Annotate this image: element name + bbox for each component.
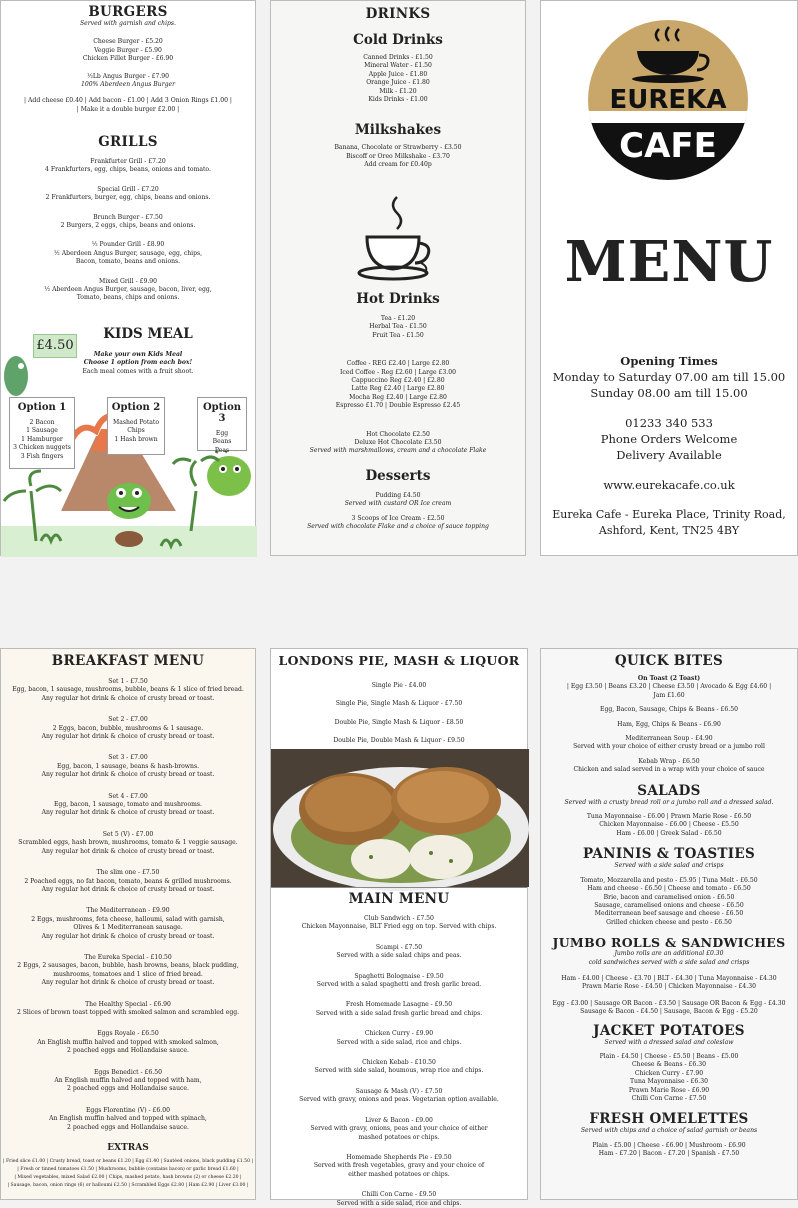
salads-title: SALADS <box>637 782 701 799</box>
set-desc: Any regular hot drink & choice of crusty bread or toast. <box>41 733 215 741</box>
set-desc: Any regular hot drink & choice of crusty bread or toast. <box>41 809 215 817</box>
hot-drinks-title: Hot Drinks <box>356 291 440 307</box>
burgers-title: BURGERS <box>88 4 168 20</box>
set-name: Set 3 - £7.00 <box>108 754 148 762</box>
grill-desc: Tomato, beans, chips and onions. <box>76 294 180 302</box>
set-desc: mushrooms, tomatoes and 1 slice of fried bread. <box>53 970 203 978</box>
shake-item: Add cream for £0.40p <box>364 161 432 169</box>
main-item-name: Spaghetti Bolognaise - £9.50 <box>354 972 444 980</box>
set-desc: 2 Poached eggs, no fat bacon, tomato, beans & grilled mushrooms. <box>24 877 232 885</box>
set-name: Set 5 (V) - £7.00 <box>102 830 154 838</box>
grill-desc: 2 Frankfurters, burger, egg, chips, beans and onions. <box>45 194 211 202</box>
burger-item: Cheese Burger - £5.20 <box>93 38 163 46</box>
breakfast-set <box>1 1107 255 1132</box>
omelette-item: Plain - £5.00 | Cheese - £6.90 | Mushroom - £6.90 <box>592 1141 746 1149</box>
kids-option-item: 1 Sausage <box>26 427 58 435</box>
set-name: The Healthy Special - £6.90 <box>85 1000 171 1008</box>
drinks-panel <box>270 0 526 556</box>
opening-hours: Monday to Saturday 07.00 am till 15.00 <box>552 370 786 384</box>
set-name: Set 2 - £7.00 <box>108 716 148 724</box>
logo-text-eureka: EUREKA <box>609 85 727 115</box>
soup-item: Mediterranean Soup - £4.90 <box>625 735 713 743</box>
tea-item: Tea - £1.20 <box>380 315 416 322</box>
dessert-item: Pudding £4.50 <box>375 491 421 499</box>
kids-option-item: 1 Hamburger <box>21 435 63 443</box>
set-desc: Any regular hot drink & choice of crusty bread or toast. <box>41 847 215 855</box>
main-menu-title: MAIN MENU <box>348 891 450 907</box>
kids-option-box <box>107 397 165 455</box>
extras-line: | Fried slice £1.00 | Crusty bread, toast or beans £1.20 | Egg £1.40 | Sautéed onions, black pudding £1.50 | <box>2 1159 254 1165</box>
coffee-cup-icon <box>359 193 439 283</box>
grill-name: Frankfurter Grill - £7.20 <box>90 158 166 165</box>
soup-note: Served with your choice of either crusty bread or a jumbo roll <box>573 743 765 751</box>
kids-option-title: Option 2 <box>111 402 161 413</box>
breakfast-set <box>1 1069 255 1094</box>
jacket-item: Chilli Con Carne - £7.50 <box>631 1095 707 1102</box>
extras-line: | Mixed vegetables, mixed Salad £2.00 | Chips, mashed potato, hash browns (2) or cheese £2.20 | <box>14 1175 242 1181</box>
kids-line: Each meal comes with a fruit shoot. <box>82 367 194 375</box>
kids-option-item: 1 Hash brown <box>114 435 158 443</box>
burger-item: Veggie Burger - £5.90 <box>94 46 162 54</box>
main-item-name: Homemade Shepherds Pie - £9.50 <box>346 1153 452 1161</box>
salad-item: Chicken Mayonnaise - £6.00 | Cheese - £5.50 <box>599 821 739 829</box>
quick-item: Ham, Egg, Chips & Beans - £6.90 <box>617 720 721 728</box>
breakfast-set <box>1 793 255 818</box>
jacket-note: Served with a dressed salad and coleslaw <box>604 1038 734 1046</box>
on-toast-items: Jam £1.60 <box>653 691 685 699</box>
cover-panel <box>540 0 798 556</box>
main-item-desc: Served with a side salad chips and peas. <box>336 952 462 960</box>
panini-item: Sausage, caramelised onions and cheese - £6.50 <box>594 901 744 909</box>
main-item-desc: Served with fresh vegetables, gravy and your choice of <box>313 1162 485 1170</box>
drink-item: Apple Juice - £1.80 <box>368 70 428 78</box>
jumbo-rolls-title: JUMBO ROLLS & SANDWICHES <box>552 935 786 951</box>
set-desc: Egg, bacon, 1 sausage, mushrooms, bubble, beans & 1 slice of fried bread. <box>12 686 244 694</box>
pie-item: Single Pie - £4.00 <box>371 682 427 689</box>
kids-option-item: Peas <box>214 446 230 454</box>
main-item-desc: Served with a salad spaghetti and fresh garlic bread. <box>316 981 482 989</box>
jumbo-note: Jumbo rolls are an additional £0.30 <box>614 950 724 958</box>
jacket-item: Chicken Curry - £7.90 <box>634 1069 704 1077</box>
salad-item: Ham - £6.00 | Greek Salad - £6.50 <box>616 829 722 837</box>
set-desc: 2 poached eggs and Hollandaise sauce. <box>67 1047 189 1055</box>
salads-note: Served with a crusty bread roll or a jumbo roll and a dressed salad. <box>564 798 774 806</box>
kids-option-item: 3 Chicken nuggets <box>13 444 71 452</box>
drinks-title: DRINKS <box>365 6 431 22</box>
logo-text-cafe: CAFE <box>619 126 717 166</box>
set-desc: Scrambled eggs, hash brown, mushrooms, tomato & 1 veggie sausage. <box>18 839 238 847</box>
website-link[interactable]: www.eurekacafe.co.uk <box>603 478 735 492</box>
jumbo-item: Egg - £3.00 | Sausage OR Bacon - £3.50 | Sausage OR Bacon & Egg - £4.30 <box>552 999 786 1007</box>
kebab-note: Chicken and salad served in a wrap with your choice of sauce <box>573 766 765 774</box>
burger-addons: | Add cheese £0.40 | Add bacon - £1.00 | Add 3 Onion Rings £1.00 | <box>24 97 232 105</box>
grill-name: Brunch Burger - £7.50 <box>93 213 163 221</box>
set-name: Eggs Florentine (V) - £6.00 <box>85 1106 170 1114</box>
pie-item: Single Pie, Single Mash & Liquor - £7.50 <box>335 700 463 708</box>
main-item-desc: Served with side salad, houmous, wrap rice and chips. <box>314 1067 484 1075</box>
jacket-item: Tuna Mayonnaise - £6.30 <box>629 1078 708 1086</box>
jumbo-item: Ham - £4.00 | Cheese - £3.70 | BLT - £4.30 | Tuna Mayonnaise - £4.30 <box>561 974 777 982</box>
on-toast-items: | Egg £3.50 | Beans £3.20 | Cheese £3.50 | Avocado & Egg £4.60 | <box>566 683 772 691</box>
shake-item: Biscoff or Oreo Milkshake - £3.70 <box>346 152 450 160</box>
paninis-note: Served with a side salad and crisps <box>614 862 724 870</box>
set-desc: 2 Slices of brown toast topped with smoked salmon and scrambled egg. <box>16 1008 240 1016</box>
main-item-desc: mashed potatoes or chips. <box>358 1133 440 1141</box>
cold-drinks-title: Cold Drinks <box>353 32 443 48</box>
hot-chocolate-note: Served with marshmallows, cream and a chocolate Flake <box>309 447 487 455</box>
coffee-item: Coffee - REG £2.40 | Large £2.80 <box>346 360 450 368</box>
on-toast-title: On Toast (2 Toast) <box>637 675 701 682</box>
kids-line: Choose 1 option from each box! <box>83 359 193 367</box>
dessert-note: Served with custard OR Ice cream <box>344 500 452 508</box>
kids-option-box <box>9 397 75 469</box>
kids-line: Make your own Kids Meal <box>93 351 183 358</box>
grills-title: GRILLS <box>98 134 158 150</box>
angus-note: 100% Aberdeen Angus Burger <box>80 81 176 89</box>
grill-desc: Bacon, tomato, beans and onions. <box>75 258 181 266</box>
extras-line: | Fresh or tinned tomatoes £1.50 | Mushrooms, bubble (contains bacon) or garlic bread £1.60 | <box>17 1167 239 1173</box>
coffee-item: Mocha Reg £2.40 | Large £2.80 <box>349 393 447 401</box>
coffee-item: Iced Coffee - Reg £2.60 | Large £3.00 <box>340 368 456 376</box>
kids-option-title: Option 3 <box>202 402 242 424</box>
dessert-note: Served with chocolate Flake and a choice of sauce topping <box>307 523 489 531</box>
set-name: Eggs Royale - £6.50 <box>97 1030 159 1038</box>
burgers-panel <box>0 0 256 556</box>
pie-mash-photo <box>271 749 529 887</box>
breakfast-set <box>1 954 255 988</box>
drink-item: Mineral Water - £1.50 <box>364 62 432 70</box>
kids-option-item: 3 Fish fingers <box>20 452 64 460</box>
breakfast-set <box>1 754 255 779</box>
set-desc: Olives & 1 Mediterranean sausage. <box>73 924 183 932</box>
kids-option-title: Option 1 <box>17 402 67 413</box>
grill-desc: ½ Aberdeen Angus Burger, sausage, bacon, liver, egg, <box>44 286 212 294</box>
kids-title: KIDS MEAL <box>103 326 193 342</box>
kids-option-box <box>197 397 247 454</box>
opening-hours: Sunday 08.00 am till 15.00 <box>590 386 748 400</box>
main-item-desc: Served with a side salad, rice and chips. <box>336 1038 462 1046</box>
jacket-item: Prawn Marie Rose - £6.90 <box>628 1086 710 1094</box>
grill-desc: ½ Aberdeen Angus Burger, sausage, egg, chips, <box>53 249 203 257</box>
panini-item: Brie, bacon and caramelised onion - £6.50 <box>603 893 735 901</box>
set-desc: An English muffin halved and topped with ham, <box>54 1077 202 1084</box>
set-desc: Any regular hot drink & choice of crusty bread or toast. <box>41 979 215 987</box>
set-name: Eggs Benedict - £6.50 <box>93 1068 163 1076</box>
set-name: Set 4 - £7.00 <box>108 792 148 800</box>
set-desc: 2 poached eggs and Hollandaise sauce. <box>67 1085 189 1093</box>
quick-bites-panel <box>540 648 798 1200</box>
burger-item: Chicken Fillet Burger - £6.90 <box>82 55 174 63</box>
kids-option-item: Chips <box>127 427 145 435</box>
paninis-title: PANINIS & TOASTIES <box>582 846 756 863</box>
kids-option-item: Egg <box>215 430 229 437</box>
omelette-item: Ham - £7.20 | Bacon - £7.20 | Spanish - £7.50 <box>598 1150 740 1158</box>
grill-desc: 4 Frankfurters, egg, chips, beans, onions and tomato. <box>45 166 211 174</box>
tea-item: Herbal Tea - £1.50 <box>369 323 427 331</box>
drink-item: Milk - £1.20 <box>379 87 417 95</box>
panini-item: Mediterranean beef sausage and cheese - £6.50 <box>594 910 744 918</box>
jumbo-note: cold sandwiches served with a side salad and crisps <box>588 958 750 966</box>
tea-item: Fruit Tea - £1.50 <box>372 331 424 339</box>
shake-item: Banana, Chocolate or Strawberry - £3.50 <box>334 144 462 152</box>
opening-times-title: Opening Times <box>620 354 718 368</box>
drink-item: Kids Drinks - £1.00 <box>368 96 428 104</box>
dessert-item: 3 Scoops of Ice Cream - £2.50 <box>351 514 445 522</box>
hot-chocolate: Deluxe Hot Chocolate £3.50 <box>354 439 442 447</box>
coffee-item: Latte Reg £2.40 | Large £2.80 <box>351 385 445 393</box>
breakfast-set <box>1 1030 255 1055</box>
grill-name: ½ Pounder Grill - £8.90 <box>91 241 165 249</box>
address: Ashford, Kent, TN25 4BY <box>598 524 740 537</box>
set-desc: An English muffin halved and topped with smoked salmon, <box>37 1038 219 1046</box>
jumbo-item: Prawn Marie Rose - £4.50 | Chicken Mayonnaise - £4.30 <box>582 983 756 991</box>
set-desc: Any regular hot drink & choice of crusty bread or toast. <box>41 932 215 940</box>
drink-item: Orange Juice - £1.80 <box>366 79 430 87</box>
drink-item: Canned Drinks - £1.50 <box>363 54 433 61</box>
jumbo-item: Sausage & Bacon - £4.50 | Sausage, Bacon & Egg - £5.20 <box>580 1008 758 1016</box>
burgers-subtitle: Served with garnish and chips. <box>79 20 176 27</box>
main-item-desc: Served with gravy, onions, peas and your choice of either <box>310 1125 488 1133</box>
main-item-name: Chilli Con Carne - £9.50 <box>361 1191 437 1199</box>
set-name: Set 1 - £7.50 <box>108 678 148 685</box>
breakfast-panel <box>0 648 256 1200</box>
phone-number: 01233 340 533 <box>625 416 713 430</box>
set-desc: 2 Eggs, mushrooms, feta cheese, halloumi, salad with garnish, <box>31 915 225 923</box>
coffee-item: Cappuccino Reg £2.40 | £2.80 <box>351 377 445 385</box>
menu-title: MENU <box>564 229 774 295</box>
phone-orders: Phone Orders Welcome <box>600 432 738 446</box>
pie-item: Double Pie, Single Mash & Liquor - £8.50 <box>334 718 464 726</box>
burger-addons: | Make it a double burger £2.00 | <box>76 105 180 113</box>
coffee-item: Espresso £1.70 | Double Espresso £2.45 <box>335 402 461 410</box>
breakfast-set <box>1 678 255 703</box>
set-name: The Eureka Special - £10.50 <box>84 953 172 961</box>
kids-price-badge: £4.50 <box>33 334 77 358</box>
kebab-item: Kebab Wrap - £6.50 <box>638 757 700 765</box>
set-desc: An English muffin halved and topped with spinach, <box>49 1115 207 1123</box>
omelettes-note: Served with chips and a choice of salad garnish or beans <box>580 1127 758 1135</box>
grill-name: Mixed Grill - £9.90 <box>98 277 158 285</box>
milkshakes-title: Milkshakes <box>354 122 442 139</box>
set-desc: 2 Eggs, 2 sausages, bacon, bubble, hash browns, beans, black pudding, <box>17 962 239 970</box>
eureka-cafe-logo <box>587 19 749 181</box>
extras-title: EXTRAS <box>107 1143 149 1154</box>
quick-bites-title: QUICK BITES <box>614 653 724 669</box>
set-desc: Any regular hot drink & choice of crusty bread or toast. <box>41 694 215 702</box>
breakfast-title: BREAKFAST MENU <box>51 653 205 669</box>
grill-desc: 2 Burgers, 2 eggs, chips, beans and onions. <box>60 222 196 230</box>
hot-chocolate: Hot Chocolate £2.50 <box>366 430 430 438</box>
jacket-item: Cheese & Beans - £6.30 <box>632 1061 706 1069</box>
breakfast-set <box>1 869 255 894</box>
main-item-name: Club Sandwich - £7.50 <box>364 915 434 922</box>
panini-item: Ham and cheese - £6.50 | Cheese and tomato - £6.50 <box>587 885 751 893</box>
kids-option-item: 2 Bacon <box>29 419 55 426</box>
main-item-name: Liver & Bacon - £9.00 <box>365 1116 433 1124</box>
kids-option-item: Beans <box>212 438 232 446</box>
main-item-desc: either mashed potatoes or chips. <box>348 1170 450 1178</box>
set-desc: Egg, bacon, 1 sausage, tomato and mushrooms. <box>53 801 202 809</box>
set-name: The Mediterranean - £9.90 <box>86 907 170 915</box>
jacket-item: Plain - £4.50 | Cheese - £5.50 | Beans - £5.00 <box>599 1052 739 1060</box>
main-item-desc: Served with a side salad, rice and chips. <box>336 1199 462 1207</box>
main-item-name: Fresh Homemade Lasagne - £9.50 <box>345 1001 453 1009</box>
main-item-name: Scampi - £7.50 <box>375 943 423 951</box>
extras-line: | Sausage, bacon, onion rings (6) or halloumi £2.50 | Scrambled Eggs £2.80 | Ham £2.90 | Liver £3.00 | <box>7 1183 249 1189</box>
main-item-name: Chicken Kebab - £10.50 <box>362 1059 436 1067</box>
main-item-name: Chicken Curry - £9.90 <box>364 1030 434 1038</box>
omelettes-title: FRESH OMELETTES <box>589 1111 749 1128</box>
main-item-name: Sausage & Mash (V) - £7.50 <box>355 1087 443 1095</box>
quick-item: Egg, Bacon, Sausage, Chips & Beans - £6.50 <box>600 706 738 714</box>
set-name: The slim one - £7.50 <box>96 869 160 877</box>
breakfast-set <box>1 1001 255 1018</box>
kids-option-item: Mashed Potato <box>112 419 160 426</box>
delivery-note: Delivery Available <box>616 448 722 462</box>
main-item-desc: Served with gravy, onions and peas. Vegetarian option available. <box>299 1096 499 1104</box>
breakfast-set <box>1 716 255 741</box>
set-desc: 2 poached eggs and Hollandaise sauce. <box>67 1123 189 1131</box>
set-desc: Any regular hot drink & choice of crusty bread or toast. <box>41 885 215 893</box>
pie-item: Double Pie, Double Mash & Liquor - £9.50 <box>333 737 465 745</box>
salad-item: Tuna Mayonnaise - £6.00 | Prawn Marie Rose - £6.50 <box>586 813 752 821</box>
main-item-desc: Served with a side salad fresh garlic bread and chips. <box>315 1009 483 1017</box>
panini-item: Grilled chicken cheese and pesto - £6.50 <box>606 918 732 926</box>
breakfast-set <box>1 907 255 941</box>
london-main-panel <box>270 648 528 1207</box>
desserts-title: Desserts <box>365 467 431 484</box>
address: Eureka Cafe - Eureka Place, Trinity Road, <box>552 508 786 521</box>
jacket-title: JACKET POTATOES <box>593 1022 745 1039</box>
grill-name: Special Grill - £7.20 <box>97 185 159 193</box>
set-desc: 2 Eggs, bacon, bubble, mushrooms & 1 sausage. <box>52 724 204 732</box>
panini-item: Tomato, Mozzarella and pesto - £5.95 | Tuna Melt - £6.50 <box>580 876 758 884</box>
set-desc: Egg, bacon, 1 sausage, beans & hash-browns. <box>56 762 200 770</box>
main-item-desc: Chicken Mayonnaise, BLT Fried egg on top. Served with chips. <box>301 923 497 931</box>
breakfast-set <box>1 831 255 856</box>
london-pie-title: LONDONS PIE, MASH & LIQUOR <box>278 653 520 668</box>
angus-burger: ½Lb Angus Burger - £7.90 <box>86 72 170 80</box>
set-desc: Any regular hot drink & choice of crusty bread or toast. <box>41 771 215 779</box>
